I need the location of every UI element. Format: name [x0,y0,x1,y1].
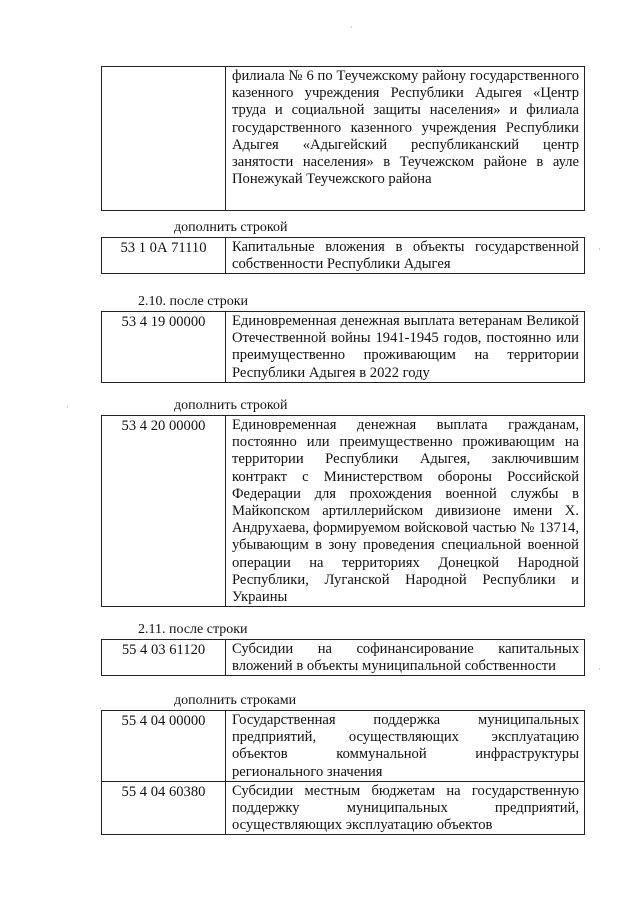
description-cell: Субсидии местным бюджетам на государственную поддержку муниципальных предприятий, осуществляющих эксплуатацию объектов [226,781,585,835]
description-cell: Капитальные вложения в объекты государственной собственности Республики Адыгея [226,238,585,274]
table-row [102,640,585,676]
budget-code-cell: 53 1 0А 71110 [102,238,226,274]
section-label: 2.10. после строки [138,294,249,309]
continued-table [101,66,585,211]
budget-code-cell: 53 4 19 00000 [102,312,226,383]
table-row [102,416,585,607]
scan-speck: · [350,22,353,32]
description-cell: Единовременная денежная выплата ветеранам Великой Отечественной войны 1941-1945 годов, постоянно или преимущественно проживающим на территории Республики Адыгея в 2022 году [226,312,585,383]
scan-speck: · [598,664,601,674]
table-row [102,238,585,274]
budget-code-cell: 55 4 03 61120 [102,640,226,676]
section-label: 2.11. после строки [138,622,248,637]
budget-code-cell [102,67,226,211]
description-cell: Субсидии на софинансирование капитальных вложений в объекты муниципальной собственности [226,640,585,676]
added-rows-table [101,710,585,835]
after-row-table [101,311,585,383]
table-row [102,312,585,383]
after-row-table [101,639,585,676]
section-label: дополнить строкой [174,220,288,235]
added-row-table [101,415,585,607]
table-row [102,67,585,211]
description-cell: филиала № 6 по Теучежскому району государственного казенного учреждения Республики Адыгея «Центр труда и социальной защиты населения» и филиала государственного казенного учреждения Республики Адыгея «Адыгейский республиканский центр занятости населения» в Теучежском районе в ауле Понежукай Теучежского района [226,67,585,211]
table-row [102,711,585,782]
budget-code-cell: 55 4 04 60380 [102,781,226,835]
description-cell: Государственная поддержка муниципальных предприятий, осуществляющих эксплуатацию объектов коммунальной инфраструктуры регионального значения [226,711,585,782]
budget-code-cell: 53 4 20 00000 [102,416,226,607]
description-cell: Единовременная денежная выплата гражданам, постоянно или преимущественно проживающим на территории Республики Адыгея, заключившим контракт с Министерством обороны Российской Федерации для прохождения военной службы в Майкопском артиллерийском дивизионе имени Х. Андрухаева, формируемом войсковой частью № 13714, убывающим в зону проведения специальной военной операции на территориях Донецкой Народной Республики, Луганской Народной Республики и Украины [226,416,585,607]
scan-speck: · [66,402,69,412]
table-row [102,781,585,835]
added-row-table [101,237,585,274]
scan-speck: · [598,244,601,254]
section-label: дополнить строкой [174,398,288,413]
budget-code-cell: 55 4 04 00000 [102,711,226,782]
section-label: дополнить строками [174,693,297,708]
